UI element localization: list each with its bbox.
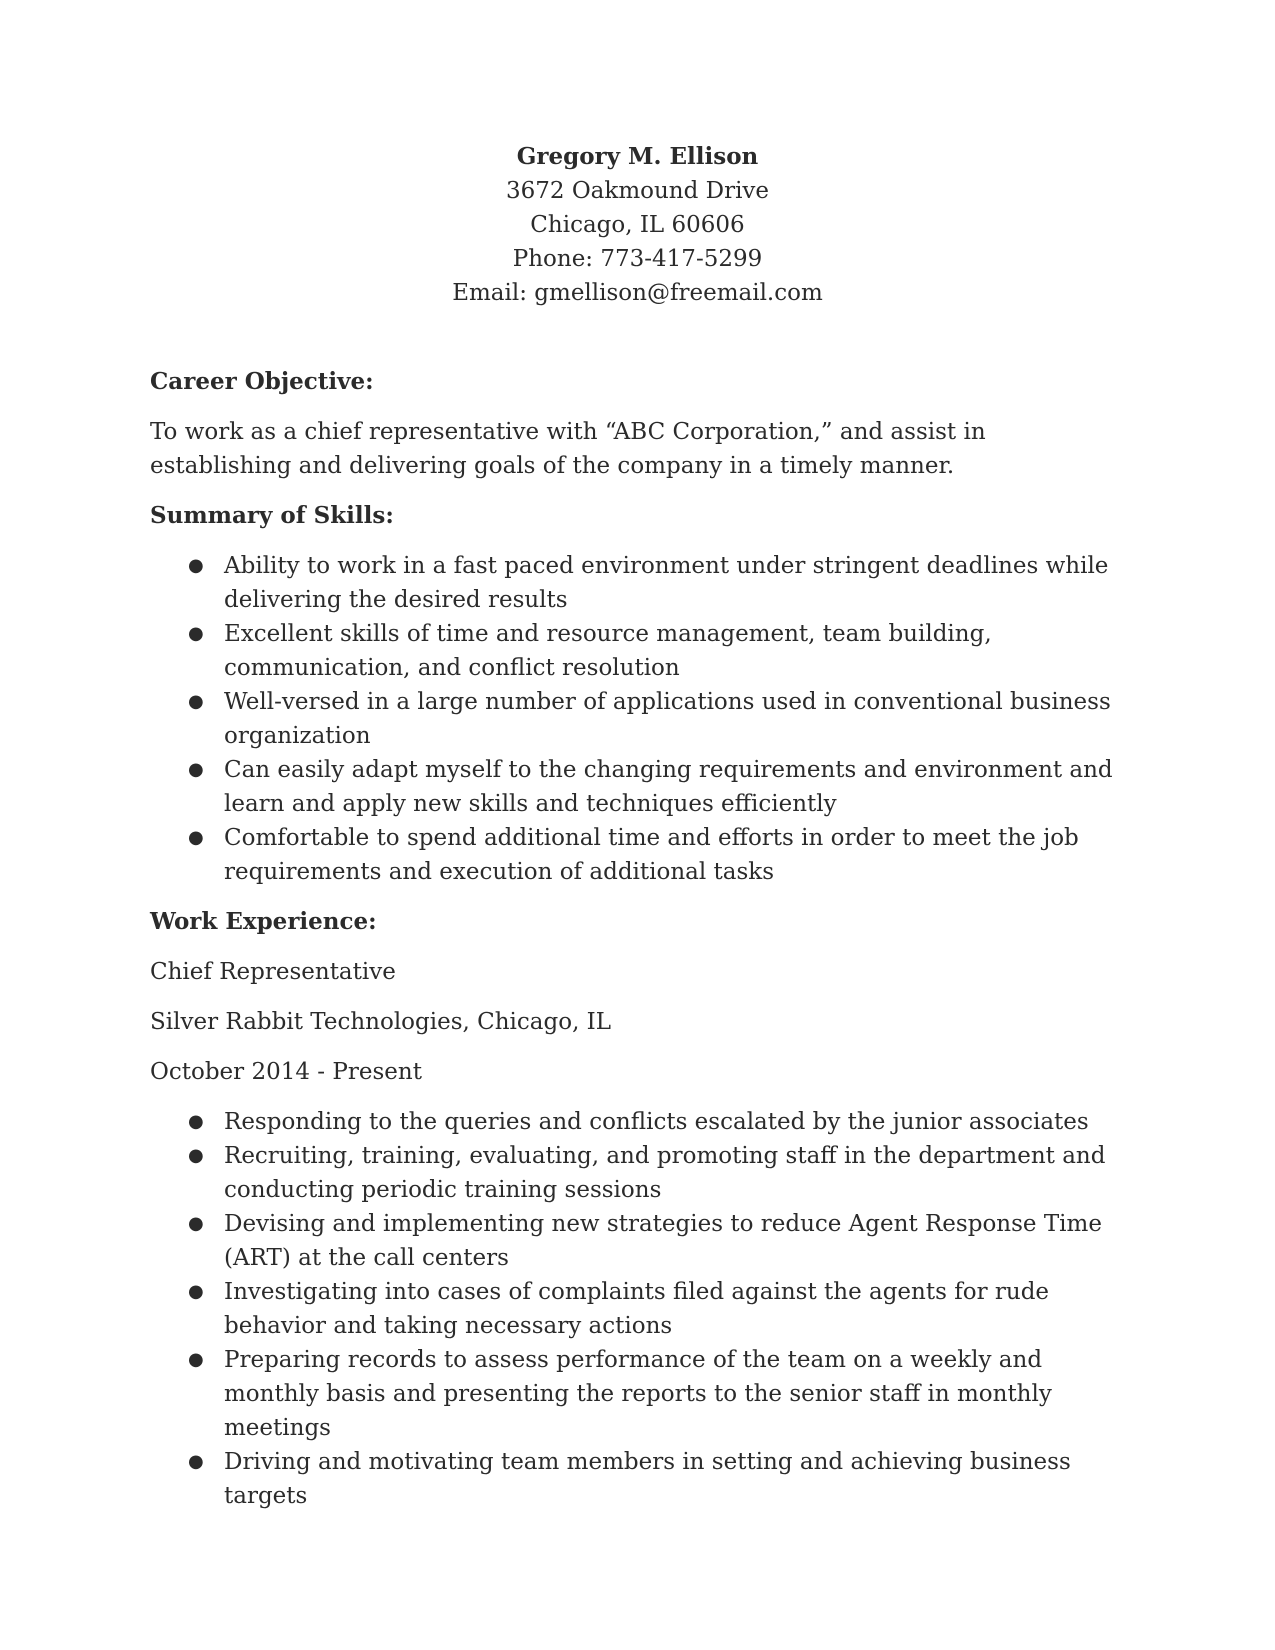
bullet-icon: ● — [188, 623, 204, 644]
list-item: ● Ability to work in a fast paced environment under stringent deadlines while delivering the desired results — [150, 549, 1130, 617]
bullet-icon: ● — [188, 759, 204, 780]
objective-text: To work as a chief representative with “ABC Corporation,” and assist in establishing and delivering goals of the company in a timely manner. — [150, 419, 986, 479]
phone: Phone: 773-417-5299 — [512, 246, 763, 272]
employment-dates: October 2014 - Present — [150, 1059, 422, 1085]
resume-body — [150, 365, 1130, 1513]
bullet-icon: ● — [188, 1145, 204, 1166]
email: Email: gmellison@freemail.com — [452, 280, 823, 306]
skills-heading: Summary of Skills: — [150, 502, 394, 529]
bullet-icon: ● — [188, 1213, 204, 1234]
contact-header — [0, 140, 1275, 310]
candidate-name: Gregory M. Ellison — [516, 143, 759, 170]
list-item: ● Investigating into cases of complaints filed against the agents for rude behavior and taking necessary actions — [150, 1275, 1130, 1343]
bullet-icon: ● — [188, 691, 204, 712]
list-item: ● Devising and implementing new strategies to reduce Agent Response Time (ART) at the call centers — [150, 1207, 1130, 1275]
bullet-icon: ● — [188, 555, 204, 576]
skills-list — [150, 549, 1130, 889]
company-name: Silver Rabbit Technologies, Chicago, IL — [150, 1009, 612, 1035]
bullet-icon: ● — [188, 1281, 204, 1302]
experience-list — [150, 1105, 1130, 1513]
list-item: ● Responding to the queries and conflicts escalated by the junior associates — [150, 1105, 1130, 1139]
address-line-1: 3672 Oakmound Drive — [505, 178, 770, 204]
list-item: ● Can easily adapt myself to the changing requirements and environment and learn and apply new skills and techniques efficiently — [150, 753, 1130, 821]
address-line-2: Chicago, IL 60606 — [530, 212, 745, 238]
bullet-icon: ● — [188, 1451, 204, 1472]
experience-heading: Work Experience: — [150, 908, 377, 935]
list-item: ● Well-versed in a large number of applications used in conventional business organization — [150, 685, 1130, 753]
list-item: ● Comfortable to spend additional time and efforts in order to meet the job requirements and execution of additional tasks — [150, 821, 1130, 889]
bullet-icon: ● — [188, 1349, 204, 1370]
list-item: ● Driving and motivating team members in setting and achieving business targets — [150, 1445, 1130, 1513]
objective-heading: Career Objective: — [150, 368, 374, 395]
list-item: ● Recruiting, training, evaluating, and promoting staff in the department and conducting periodic training sessions — [150, 1139, 1130, 1207]
bullet-icon: ● — [188, 827, 204, 848]
list-item: ● Excellent skills of time and resource management, team building, communication, and conflict resolution — [150, 617, 1130, 685]
bullet-icon: ● — [188, 1111, 204, 1132]
job-title: Chief Representative — [150, 959, 396, 985]
list-item: ● Preparing records to assess performance of the team on a weekly and monthly basis and presenting the reports to the senior staff in monthly meetings — [150, 1343, 1130, 1445]
